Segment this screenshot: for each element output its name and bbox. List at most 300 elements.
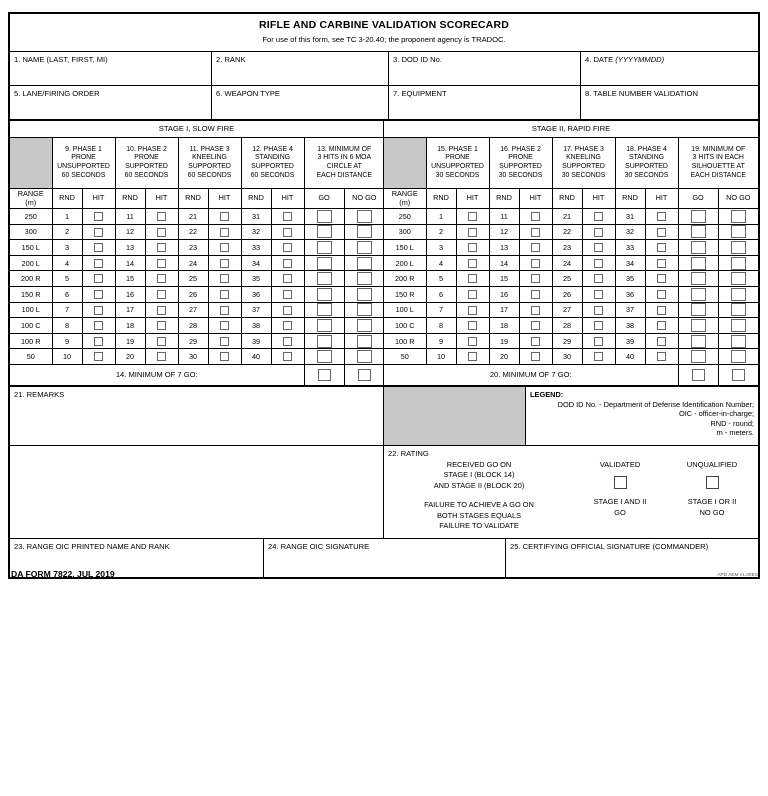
nogo-checkbox-cell[interactable]: [344, 318, 384, 334]
go-checkbox-cell[interactable]: [678, 318, 718, 334]
hit-checkbox-cell[interactable]: [456, 209, 489, 225]
nogo-checkbox[interactable]: [357, 225, 372, 238]
hit-checkbox[interactable]: [594, 243, 603, 252]
hit-checkbox[interactable]: [283, 243, 292, 252]
field-date[interactable]: [581, 52, 758, 85]
hit-checkbox[interactable]: [220, 259, 229, 268]
hit-checkbox[interactable]: [94, 259, 103, 268]
range-cell: 100 R: [384, 333, 426, 349]
hit-checkbox[interactable]: [657, 306, 666, 315]
go-checkbox[interactable]: [317, 319, 332, 332]
hit-checkbox[interactable]: [531, 274, 540, 283]
hit-checkbox-cell[interactable]: [582, 255, 615, 271]
go-checkbox-cell[interactable]: [304, 209, 344, 225]
nogo-checkbox[interactable]: [357, 272, 372, 285]
hit-checkbox-cell[interactable]: [145, 209, 178, 225]
hit-checkbox-cell[interactable]: [208, 302, 241, 318]
hit-checkbox-cell[interactable]: [145, 349, 178, 365]
go-checkbox[interactable]: [691, 225, 706, 238]
round-number-cell: 16: [115, 286, 145, 302]
nogo-checkbox-cell[interactable]: [344, 333, 384, 349]
hit-checkbox-cell[interactable]: [145, 318, 178, 334]
hit-checkbox[interactable]: [468, 228, 477, 237]
hit-checkbox[interactable]: [468, 306, 477, 315]
nogo-checkbox-cell[interactable]: [718, 302, 758, 318]
hit-checkbox[interactable]: [94, 274, 103, 283]
hit-checkbox[interactable]: [283, 306, 292, 315]
hit-checkbox[interactable]: [220, 212, 229, 221]
field-weapon-type[interactable]: [212, 86, 389, 119]
hit-checkbox[interactable]: [657, 259, 666, 268]
nogo-checkbox-cell[interactable]: [344, 349, 384, 365]
hit-checkbox[interactable]: [157, 274, 166, 283]
range-cell: 200 R: [384, 271, 426, 287]
hit-checkbox[interactable]: [283, 290, 292, 299]
hit-checkbox[interactable]: [94, 321, 103, 330]
go-checkbox[interactable]: [317, 272, 332, 285]
hit-checkbox-cell[interactable]: [456, 255, 489, 271]
stage-2-min-go-label: 20. MINIMUM OF 7 GO:: [384, 364, 678, 385]
hit-checkbox[interactable]: [283, 337, 292, 346]
round-number-cell: 39: [615, 333, 645, 349]
hit-checkbox[interactable]: [220, 290, 229, 299]
round-number-cell: 10: [52, 349, 82, 365]
hit-checkbox-cell[interactable]: [271, 240, 304, 256]
hit-checkbox-cell[interactable]: [645, 240, 678, 256]
stage-1-min-nogo-checkbox[interactable]: [358, 369, 371, 381]
round-number-cell: 23: [552, 240, 582, 256]
hit-checkbox-cell[interactable]: [208, 209, 241, 225]
hit-checkbox[interactable]: [657, 290, 666, 299]
hit-checkbox[interactable]: [657, 321, 666, 330]
hit-checkbox[interactable]: [594, 290, 603, 299]
hit-checkbox-cell[interactable]: [582, 224, 615, 240]
nogo-checkbox[interactable]: [731, 210, 746, 223]
hit-checkbox-cell[interactable]: [582, 333, 615, 349]
go-checkbox-cell[interactable]: [304, 255, 344, 271]
go-checkbox-cell[interactable]: [678, 224, 718, 240]
page-title: RIFLE AND CARBINE VALIDATION SCORECARD: [258, 19, 510, 31]
nogo-checkbox[interactable]: [357, 288, 372, 301]
stage-1-min-go-checkbox[interactable]: [318, 369, 331, 381]
hit-checkbox[interactable]: [468, 212, 477, 221]
hit-checkbox[interactable]: [220, 352, 229, 361]
go-checkbox-cell[interactable]: [304, 333, 344, 349]
hit-checkbox-cell[interactable]: [208, 255, 241, 271]
stage-2-min-go-checkbox-cell[interactable]: [678, 364, 718, 385]
hit-checkbox-cell[interactable]: [271, 318, 304, 334]
hit-checkbox-cell[interactable]: [456, 224, 489, 240]
go-checkbox[interactable]: [317, 303, 332, 316]
stage-1-hit-header-2: HIT: [145, 189, 178, 209]
hit-checkbox[interactable]: [220, 228, 229, 237]
hit-checkbox-cell[interactable]: [456, 318, 489, 334]
hit-checkbox-cell[interactable]: [82, 318, 115, 334]
stage-2-min-go-checkbox[interactable]: [692, 369, 705, 381]
nogo-checkbox[interactable]: [731, 350, 746, 363]
range-cell: 150 L: [384, 240, 426, 256]
hit-checkbox[interactable]: [220, 274, 229, 283]
stage-1-hit-header-3: HIT: [208, 189, 241, 209]
field-table-number-validation[interactable]: [581, 86, 758, 119]
hit-checkbox[interactable]: [157, 337, 166, 346]
hit-checkbox-cell[interactable]: [582, 240, 615, 256]
field-name[interactable]: [10, 52, 212, 85]
go-checkbox-cell[interactable]: [678, 209, 718, 225]
hit-checkbox[interactable]: [94, 337, 103, 346]
hit-checkbox-cell[interactable]: [519, 318, 552, 334]
hit-checkbox[interactable]: [283, 228, 292, 237]
hit-checkbox-cell[interactable]: [145, 240, 178, 256]
go-checkbox[interactable]: [317, 241, 332, 254]
go-checkbox[interactable]: [691, 303, 706, 316]
hit-checkbox[interactable]: [657, 337, 666, 346]
nogo-checkbox[interactable]: [731, 225, 746, 238]
hit-checkbox-cell[interactable]: [645, 333, 678, 349]
hit-checkbox-cell[interactable]: [582, 302, 615, 318]
hit-checkbox-cell[interactable]: [519, 333, 552, 349]
hit-checkbox-cell[interactable]: [582, 318, 615, 334]
hit-checkbox[interactable]: [94, 352, 103, 361]
hit-checkbox[interactable]: [468, 274, 477, 283]
hit-checkbox[interactable]: [283, 321, 292, 330]
go-checkbox-cell[interactable]: [304, 286, 344, 302]
hit-checkbox[interactable]: [157, 243, 166, 252]
hit-checkbox-cell[interactable]: [271, 271, 304, 287]
go-checkbox-cell[interactable]: [678, 302, 718, 318]
go-checkbox[interactable]: [691, 350, 706, 363]
go-checkbox[interactable]: [317, 288, 332, 301]
round-number-cell: 17: [115, 302, 145, 318]
hit-checkbox-cell[interactable]: [271, 302, 304, 318]
hit-checkbox[interactable]: [94, 306, 103, 315]
go-checkbox-cell[interactable]: [304, 240, 344, 256]
hit-checkbox[interactable]: [157, 352, 166, 361]
stage-1-min-nogo-checkbox-cell[interactable]: [344, 364, 384, 385]
hit-checkbox[interactable]: [94, 290, 103, 299]
hit-checkbox-cell[interactable]: [582, 286, 615, 302]
hit-checkbox[interactable]: [220, 321, 229, 330]
gray-filler-block: [384, 387, 526, 445]
nogo-checkbox[interactable]: [357, 257, 372, 270]
nogo-checkbox[interactable]: [731, 241, 746, 254]
hit-checkbox-cell[interactable]: [271, 209, 304, 225]
go-checkbox[interactable]: [317, 210, 332, 223]
hit-checkbox-cell[interactable]: [456, 333, 489, 349]
hit-checkbox[interactable]: [531, 243, 540, 252]
hit-checkbox-cell[interactable]: [456, 271, 489, 287]
hit-checkbox[interactable]: [94, 228, 103, 237]
hit-checkbox-cell[interactable]: [645, 271, 678, 287]
field-range-oic-signature-label: 24. RANGE OIC SIGNATURE: [268, 541, 370, 551]
hit-checkbox-cell[interactable]: [145, 224, 178, 240]
go-checkbox[interactable]: [691, 241, 706, 254]
table-row: [10, 349, 384, 365]
nogo-checkbox[interactable]: [731, 272, 746, 285]
nogo-checkbox-cell[interactable]: [718, 209, 758, 225]
stage-1-range-header: RANGE (m): [10, 189, 52, 209]
hit-checkbox-cell[interactable]: [208, 318, 241, 334]
hit-checkbox-cell[interactable]: [145, 302, 178, 318]
range-cell: 200 L: [10, 255, 52, 271]
go-checkbox-cell[interactable]: [304, 271, 344, 287]
round-number-cell: 8: [52, 318, 82, 334]
table-row: [384, 255, 758, 271]
hit-checkbox[interactable]: [531, 352, 540, 361]
hit-checkbox[interactable]: [531, 259, 540, 268]
hit-checkbox[interactable]: [157, 290, 166, 299]
hit-checkbox-cell[interactable]: [82, 349, 115, 365]
hit-checkbox[interactable]: [657, 274, 666, 283]
hit-checkbox[interactable]: [468, 321, 477, 330]
hit-checkbox[interactable]: [283, 212, 292, 221]
hit-checkbox[interactable]: [594, 337, 603, 346]
nogo-checkbox[interactable]: [731, 303, 746, 316]
hit-checkbox[interactable]: [468, 259, 477, 268]
nogo-checkbox-cell[interactable]: [344, 224, 384, 240]
hit-checkbox[interactable]: [157, 306, 166, 315]
hit-checkbox[interactable]: [657, 352, 666, 361]
go-checkbox[interactable]: [317, 225, 332, 238]
round-number-cell: 6: [52, 286, 82, 302]
hit-checkbox-cell[interactable]: [582, 271, 615, 287]
round-number-cell: 11: [489, 209, 519, 225]
hit-checkbox-cell[interactable]: [456, 349, 489, 365]
hit-checkbox[interactable]: [594, 321, 603, 330]
hit-checkbox-cell[interactable]: [519, 255, 552, 271]
hit-checkbox-cell[interactable]: [456, 302, 489, 318]
hit-checkbox-cell[interactable]: [145, 333, 178, 349]
field-equipment[interactable]: [389, 86, 581, 119]
hit-checkbox[interactable]: [220, 306, 229, 315]
hit-checkbox-cell[interactable]: [582, 209, 615, 225]
hit-checkbox-cell[interactable]: [519, 224, 552, 240]
stage-2-range-header: RANGE (m): [384, 189, 426, 209]
go-checkbox[interactable]: [691, 288, 706, 301]
nogo-checkbox-cell[interactable]: [718, 224, 758, 240]
hit-checkbox-cell[interactable]: [82, 271, 115, 287]
stage-2-body: [384, 209, 758, 365]
hit-checkbox[interactable]: [657, 228, 666, 237]
round-number-cell: 22: [552, 224, 582, 240]
hit-checkbox[interactable]: [220, 337, 229, 346]
field-rank[interactable]: [212, 52, 389, 85]
round-number-cell: 1: [52, 209, 82, 225]
hit-checkbox-cell[interactable]: [456, 286, 489, 302]
hit-checkbox-cell[interactable]: [145, 271, 178, 287]
hit-checkbox[interactable]: [594, 352, 603, 361]
go-checkbox[interactable]: [691, 272, 706, 285]
hit-checkbox-cell[interactable]: [208, 286, 241, 302]
hit-checkbox-cell[interactable]: [82, 209, 115, 225]
stage-2-phase-2-header: 16. PHASE 2 PRONE SUPPORTED 30 SECONDS: [489, 138, 552, 189]
field-range-oic-name-label: 23. RANGE OIC PRINTED NAME AND RANK: [14, 541, 170, 551]
nogo-checkbox-cell[interactable]: [344, 271, 384, 287]
go-checkbox-cell[interactable]: [678, 333, 718, 349]
hit-checkbox-cell[interactable]: [145, 255, 178, 271]
hit-checkbox[interactable]: [157, 321, 166, 330]
round-number-cell: 12: [489, 224, 519, 240]
hit-checkbox[interactable]: [531, 212, 540, 221]
hit-checkbox[interactable]: [531, 228, 540, 237]
nogo-checkbox-cell[interactable]: [718, 271, 758, 287]
hit-checkbox-cell[interactable]: [82, 255, 115, 271]
stage-2-min-nogo-checkbox[interactable]: [732, 369, 745, 381]
hit-checkbox-cell[interactable]: [271, 255, 304, 271]
stage-2-min-nogo-checkbox-cell[interactable]: [718, 364, 758, 385]
hit-checkbox-cell[interactable]: [208, 333, 241, 349]
hit-checkbox[interactable]: [531, 321, 540, 330]
hit-checkbox[interactable]: [157, 228, 166, 237]
hit-checkbox-cell[interactable]: [82, 333, 115, 349]
nogo-checkbox-cell[interactable]: [344, 240, 384, 256]
nogo-checkbox-cell[interactable]: [344, 286, 384, 302]
hit-checkbox[interactable]: [594, 259, 603, 268]
table-row: [384, 209, 758, 225]
table-row: [10, 224, 384, 240]
hit-checkbox[interactable]: [157, 212, 166, 221]
stage-2-rnd-header-3: RND: [552, 189, 582, 209]
hit-checkbox-cell[interactable]: [208, 349, 241, 365]
hit-checkbox-cell[interactable]: [519, 240, 552, 256]
hit-checkbox-cell[interactable]: [645, 224, 678, 240]
hit-checkbox[interactable]: [594, 228, 603, 237]
nogo-checkbox[interactable]: [357, 350, 372, 363]
legend-block: [526, 387, 758, 445]
hit-checkbox-cell[interactable]: [208, 240, 241, 256]
go-checkbox[interactable]: [317, 350, 332, 363]
hit-checkbox-cell[interactable]: [519, 302, 552, 318]
hit-checkbox-cell[interactable]: [271, 224, 304, 240]
hit-checkbox-cell[interactable]: [208, 271, 241, 287]
hit-checkbox-cell[interactable]: [645, 302, 678, 318]
stage-1-min-go-checkbox-cell[interactable]: [304, 364, 344, 385]
round-number-cell: 25: [552, 271, 582, 287]
nogo-checkbox[interactable]: [731, 335, 746, 348]
round-number-cell: 28: [552, 318, 582, 334]
nogo-checkbox-cell[interactable]: [718, 318, 758, 334]
hit-checkbox-cell[interactable]: [145, 286, 178, 302]
nogo-checkbox[interactable]: [731, 257, 746, 270]
nogo-checkbox[interactable]: [357, 319, 372, 332]
table-row: [10, 255, 384, 271]
hit-checkbox[interactable]: [468, 337, 477, 346]
stage-2-go-criteria-header: 19. MINIMUM OF 3 HITS IN EACH SILHOUETTE AT EACH DISTANCE: [678, 138, 758, 189]
field-lane-firing-order[interactable]: [10, 86, 212, 119]
go-checkbox-cell[interactable]: [304, 224, 344, 240]
rating-unqualified-checkbox[interactable]: [706, 476, 719, 489]
hit-checkbox[interactable]: [283, 274, 292, 283]
go-checkbox[interactable]: [691, 257, 706, 270]
table-row: [10, 209, 384, 225]
hit-checkbox-cell[interactable]: [271, 349, 304, 365]
go-checkbox[interactable]: [691, 319, 706, 332]
hit-checkbox-cell[interactable]: [208, 224, 241, 240]
hit-checkbox-cell[interactable]: [645, 286, 678, 302]
nogo-checkbox-cell[interactable]: [718, 240, 758, 256]
nogo-checkbox-cell[interactable]: [718, 349, 758, 365]
hit-checkbox-cell[interactable]: [82, 240, 115, 256]
nogo-checkbox[interactable]: [731, 288, 746, 301]
go-checkbox-cell[interactable]: [304, 302, 344, 318]
nogo-checkbox[interactable]: [357, 335, 372, 348]
hit-checkbox-cell[interactable]: [271, 333, 304, 349]
hit-checkbox[interactable]: [531, 306, 540, 315]
hit-checkbox-cell[interactable]: [519, 271, 552, 287]
hit-checkbox-cell[interactable]: [645, 255, 678, 271]
go-checkbox-cell[interactable]: [304, 318, 344, 334]
stage-1-phase-1-header: 9. PHASE 1 PRONE UNSUPPORTED 60 SECONDS: [52, 138, 115, 189]
go-checkbox[interactable]: [691, 210, 706, 223]
hit-checkbox-cell[interactable]: [645, 349, 678, 365]
hit-checkbox[interactable]: [531, 337, 540, 346]
field-dod-id[interactable]: [389, 52, 581, 85]
rating-unqualified-criteria: STAGE I OR II NO GO: [687, 497, 737, 517]
hit-checkbox[interactable]: [283, 352, 292, 361]
go-checkbox-cell[interactable]: [678, 286, 718, 302]
nogo-checkbox-cell[interactable]: [718, 333, 758, 349]
hit-checkbox[interactable]: [657, 243, 666, 252]
hit-checkbox-cell[interactable]: [82, 302, 115, 318]
hit-checkbox-cell[interactable]: [519, 209, 552, 225]
hit-checkbox-cell[interactable]: [645, 209, 678, 225]
nogo-checkbox-cell[interactable]: [718, 255, 758, 271]
hit-checkbox-cell[interactable]: [645, 318, 678, 334]
hit-checkbox[interactable]: [531, 290, 540, 299]
hit-checkbox-cell[interactable]: [519, 349, 552, 365]
hit-checkbox-cell[interactable]: [582, 349, 615, 365]
hit-checkbox[interactable]: [468, 243, 477, 252]
hit-checkbox[interactable]: [468, 352, 477, 361]
go-checkbox-cell[interactable]: [678, 349, 718, 365]
go-checkbox[interactable]: [691, 335, 706, 348]
go-checkbox-cell[interactable]: [678, 255, 718, 271]
nogo-checkbox[interactable]: [731, 319, 746, 332]
hit-checkbox[interactable]: [94, 212, 103, 221]
hit-checkbox-cell[interactable]: [82, 286, 115, 302]
range-cell: 100 L: [384, 302, 426, 318]
rating-validated-checkbox[interactable]: [614, 476, 627, 489]
hit-checkbox[interactable]: [657, 212, 666, 221]
go-checkbox[interactable]: [317, 335, 332, 348]
nogo-checkbox-cell[interactable]: [344, 302, 384, 318]
field-remarks[interactable]: [10, 387, 384, 445]
hit-checkbox[interactable]: [594, 274, 603, 283]
hit-checkbox-cell[interactable]: [456, 240, 489, 256]
go-checkbox-cell[interactable]: [678, 271, 718, 287]
nogo-checkbox[interactable]: [357, 210, 372, 223]
hit-checkbox-cell[interactable]: [82, 224, 115, 240]
hit-checkbox-cell[interactable]: [271, 286, 304, 302]
hit-checkbox[interactable]: [94, 243, 103, 252]
hit-checkbox-cell[interactable]: [519, 286, 552, 302]
go-checkbox-cell[interactable]: [304, 349, 344, 365]
hit-checkbox[interactable]: [594, 306, 603, 315]
range-cell: 100 R: [10, 333, 52, 349]
hit-checkbox[interactable]: [283, 259, 292, 268]
nogo-checkbox[interactable]: [357, 303, 372, 316]
hit-checkbox[interactable]: [220, 243, 229, 252]
nogo-checkbox-cell[interactable]: [718, 286, 758, 302]
nogo-checkbox-cell[interactable]: [344, 255, 384, 271]
hit-checkbox[interactable]: [594, 212, 603, 221]
hit-checkbox[interactable]: [157, 259, 166, 268]
nogo-checkbox-cell[interactable]: [344, 209, 384, 225]
nogo-checkbox[interactable]: [357, 241, 372, 254]
hit-checkbox[interactable]: [468, 290, 477, 299]
go-checkbox[interactable]: [317, 257, 332, 270]
go-checkbox-cell[interactable]: [678, 240, 718, 256]
